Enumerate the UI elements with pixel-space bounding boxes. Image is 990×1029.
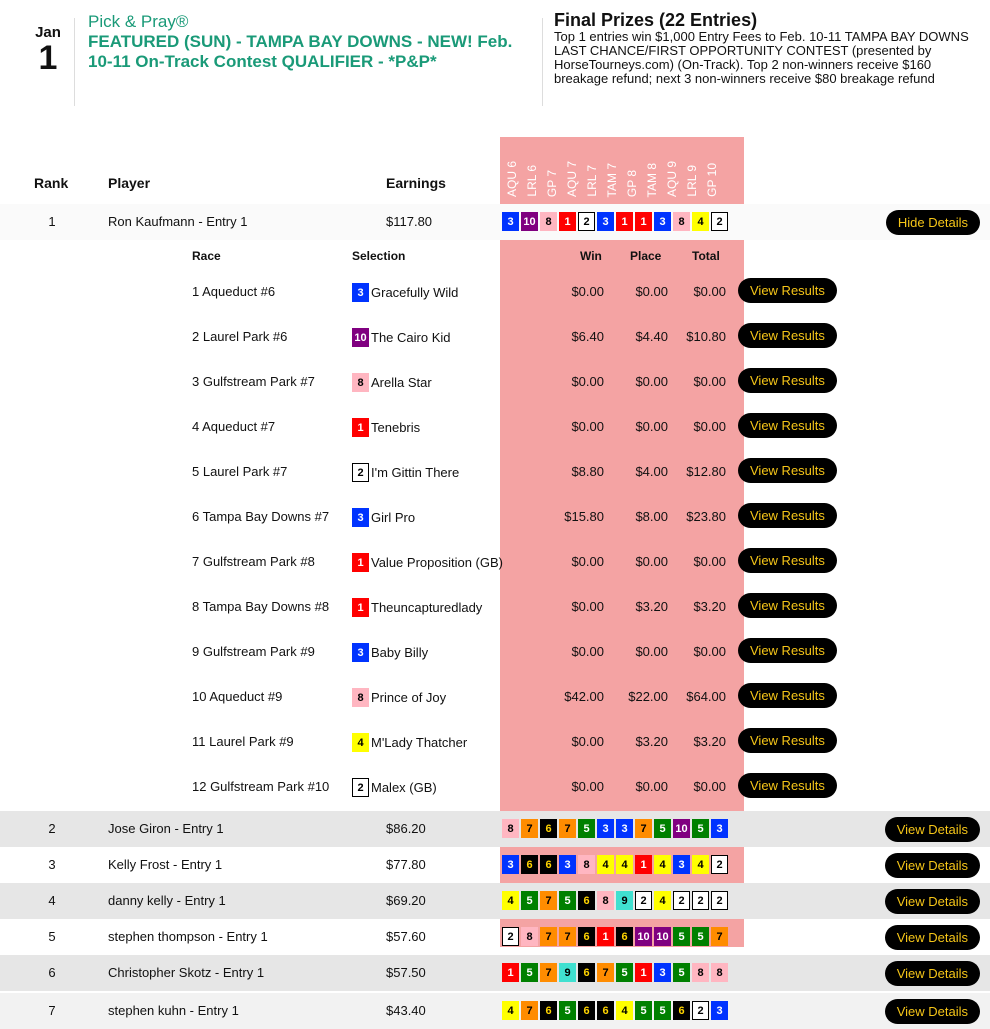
selection-number-badge: 1 bbox=[352, 598, 369, 617]
race-name: 12 Gulfstream Park #10 bbox=[192, 779, 330, 794]
pick-number-badge: 2 bbox=[711, 891, 728, 910]
pick-number-badge: 9 bbox=[616, 891, 633, 910]
race-detail-row bbox=[0, 631, 990, 676]
race-header: LRL 6 bbox=[525, 165, 539, 197]
place-amount: $8.00 bbox=[635, 509, 668, 524]
view-details-button[interactable]: View Details bbox=[885, 925, 980, 950]
place-amount: $4.00 bbox=[635, 464, 668, 479]
total-amount: $0.00 bbox=[693, 644, 726, 659]
race-detail-row bbox=[0, 721, 990, 766]
pick-number-badge: 6 bbox=[578, 891, 595, 910]
race-column-headers bbox=[500, 137, 744, 199]
selection-number-badge: 3 bbox=[352, 283, 369, 302]
pick-number-badge: 4 bbox=[654, 891, 671, 910]
pick-number-badge: 7 bbox=[540, 927, 557, 946]
horse-name: Baby Billy bbox=[371, 645, 429, 660]
pick-number-badge: 5 bbox=[673, 927, 690, 946]
place-amount: $0.00 bbox=[635, 554, 668, 569]
win-amount: $0.00 bbox=[571, 419, 604, 434]
pick-number-badge: 5 bbox=[673, 963, 690, 982]
win-amount: $0.00 bbox=[571, 374, 604, 389]
pick-number-badge: 6 bbox=[616, 927, 633, 946]
pick-number-badge: 3 bbox=[654, 212, 671, 231]
player-name: stephen thompson - Entry 1 bbox=[108, 929, 268, 944]
win-amount: $0.00 bbox=[571, 644, 604, 659]
earnings-value: $57.60 bbox=[386, 929, 426, 944]
picks-strip bbox=[502, 819, 728, 839]
race-name: 2 Laurel Park #6 bbox=[192, 329, 288, 344]
pick-number-badge: 4 bbox=[597, 855, 614, 874]
view-results-button[interactable]: View Results bbox=[738, 548, 837, 573]
prizes-title: Final Prizes (22 Entries) bbox=[554, 10, 758, 30]
race-header: GP 8 bbox=[625, 169, 639, 197]
rank-value: 5 bbox=[48, 929, 56, 944]
view-details-button[interactable]: View Details bbox=[885, 889, 980, 914]
pick-number-badge: 10 bbox=[521, 212, 538, 231]
race-name: 11 Laurel Park #9 bbox=[192, 734, 294, 749]
pick-number-badge: 3 bbox=[559, 855, 576, 874]
race-name: 6 Tampa Bay Downs #7 bbox=[192, 509, 330, 524]
win-amount: $42.00 bbox=[564, 689, 604, 704]
pick-number-badge: 1 bbox=[635, 212, 652, 231]
race-header: LRL 7 bbox=[585, 165, 599, 197]
selection bbox=[352, 553, 503, 572]
selection-number-badge: 4 bbox=[352, 733, 369, 752]
race-detail-row bbox=[0, 271, 990, 316]
selection bbox=[352, 373, 432, 392]
picks-strip bbox=[502, 963, 728, 983]
leaderboard-row bbox=[0, 883, 990, 919]
race-detail-row bbox=[0, 586, 990, 631]
picks-strip bbox=[502, 855, 728, 875]
view-results-button[interactable]: View Results bbox=[738, 458, 837, 483]
prize-info bbox=[554, 10, 974, 86]
divider bbox=[74, 18, 75, 106]
pick-number-badge: 1 bbox=[635, 963, 652, 982]
selection-number-badge: 2 bbox=[352, 778, 369, 797]
place-amount: $3.20 bbox=[635, 734, 668, 749]
pick-number-badge: 10 bbox=[673, 819, 690, 838]
selection bbox=[352, 733, 467, 752]
race-name: 1 Aqueduct #6 bbox=[192, 284, 276, 299]
selection-number-badge: 3 bbox=[352, 508, 369, 527]
pick-number-badge: 7 bbox=[540, 891, 557, 910]
total-amount: $23.80 bbox=[686, 509, 726, 524]
picks-strip bbox=[502, 927, 728, 947]
pick-number-badge: 6 bbox=[578, 1001, 595, 1020]
detail-place-header: Place bbox=[630, 249, 662, 263]
place-amount: $3.20 bbox=[635, 599, 668, 614]
earnings-value: $77.80 bbox=[386, 857, 426, 872]
place-amount: $0.00 bbox=[635, 644, 668, 659]
place-amount: $0.00 bbox=[635, 374, 668, 389]
pick-number-badge: 7 bbox=[635, 819, 652, 838]
earnings-value: $69.20 bbox=[386, 893, 426, 908]
pick-number-badge: 2 bbox=[578, 212, 595, 231]
pick-number-badge: 4 bbox=[502, 1001, 519, 1020]
horse-name: Theuncapturedlady bbox=[371, 600, 483, 615]
horse-name: M'Lady Thatcher bbox=[371, 735, 468, 750]
pick-number-badge: 8 bbox=[692, 963, 709, 982]
pick-number-badge: 6 bbox=[521, 855, 538, 874]
pick-number-badge: 3 bbox=[711, 819, 728, 838]
contest-date bbox=[30, 24, 66, 75]
pick-number-badge: 2 bbox=[673, 891, 690, 910]
earnings-value: $57.50 bbox=[386, 965, 426, 980]
total-amount: $0.00 bbox=[693, 554, 726, 569]
total-amount: $12.80 bbox=[686, 464, 726, 479]
race-name: 3 Gulfstream Park #7 bbox=[192, 374, 315, 389]
pick-number-badge: 5 bbox=[559, 1001, 576, 1020]
win-amount: $0.00 bbox=[571, 284, 604, 299]
view-results-button[interactable]: View Results bbox=[738, 368, 837, 393]
selection bbox=[352, 598, 482, 617]
win-amount: $6.40 bbox=[571, 329, 604, 344]
brand-name: Pick & Pray® bbox=[88, 12, 189, 31]
pick-number-badge: 7 bbox=[711, 927, 728, 946]
total-amount: $0.00 bbox=[693, 374, 726, 389]
detail-total-header: Total bbox=[692, 249, 720, 263]
player-name: danny kelly - Entry 1 bbox=[108, 893, 226, 908]
rank-header: Rank bbox=[34, 175, 69, 191]
picks-strip bbox=[502, 1001, 728, 1021]
player-name: Christopher Skotz - Entry 1 bbox=[108, 965, 265, 980]
pick-number-badge: 3 bbox=[502, 212, 519, 231]
place-amount: $0.00 bbox=[635, 419, 668, 434]
selection bbox=[352, 508, 415, 527]
selection-number-badge: 8 bbox=[352, 688, 369, 707]
total-amount: $0.00 bbox=[693, 419, 726, 434]
pick-number-badge: 8 bbox=[578, 855, 595, 874]
rank-value: 6 bbox=[48, 965, 56, 980]
pick-number-badge: 3 bbox=[711, 1001, 728, 1020]
detail-race-header: Race bbox=[192, 249, 221, 263]
horse-name: I'm Gittin There bbox=[371, 465, 460, 480]
race-detail-row bbox=[0, 676, 990, 721]
pick-number-badge: 5 bbox=[521, 891, 538, 910]
total-amount: $0.00 bbox=[693, 779, 726, 794]
pick-number-badge: 4 bbox=[502, 891, 519, 910]
pick-number-badge: 2 bbox=[711, 212, 728, 231]
pick-number-badge: 7 bbox=[559, 927, 576, 946]
horse-name: Girl Pro bbox=[371, 510, 416, 525]
leaderboard-row bbox=[0, 204, 990, 240]
pick-number-badge: 1 bbox=[635, 855, 652, 874]
horse-name: Tenebris bbox=[371, 420, 421, 435]
pick-number-badge: 8 bbox=[711, 963, 728, 982]
pick-number-badge: 7 bbox=[521, 819, 538, 838]
horse-name: The Cairo Kid bbox=[371, 330, 451, 345]
pick-number-badge: 6 bbox=[597, 1001, 614, 1020]
win-amount: $0.00 bbox=[571, 779, 604, 794]
selection bbox=[352, 418, 420, 437]
rank-value: 1 bbox=[48, 214, 56, 229]
race-detail-row bbox=[0, 766, 990, 811]
view-results-button[interactable]: View Results bbox=[738, 593, 837, 618]
pick-number-badge: 7 bbox=[540, 963, 557, 982]
pick-number-badge: 6 bbox=[578, 963, 595, 982]
leaderboard-row bbox=[0, 993, 990, 1029]
place-amount: $22.00 bbox=[628, 689, 668, 704]
race-detail-row bbox=[0, 316, 990, 361]
earnings-value: $43.40 bbox=[386, 1003, 426, 1018]
selection bbox=[352, 283, 458, 302]
pick-number-badge: 6 bbox=[673, 1001, 690, 1020]
horse-name: Gracefully Wild bbox=[371, 285, 459, 300]
race-detail-row bbox=[0, 451, 990, 496]
rank-value: 7 bbox=[48, 1003, 56, 1018]
pick-number-badge: 6 bbox=[540, 855, 557, 874]
view-results-button[interactable]: View Results bbox=[738, 638, 837, 663]
horse-name: Prince of Joy bbox=[371, 690, 447, 705]
pick-number-badge: 3 bbox=[616, 819, 633, 838]
selection-number-badge: 3 bbox=[352, 643, 369, 662]
pick-number-badge: 4 bbox=[616, 1001, 633, 1020]
picks-strip bbox=[502, 891, 728, 911]
player-name: Jose Giron - Entry 1 bbox=[108, 821, 224, 836]
selection bbox=[352, 688, 446, 707]
pick-number-badge: 1 bbox=[559, 212, 576, 231]
pick-number-badge: 6 bbox=[540, 1001, 557, 1020]
view-details-button[interactable]: View Details bbox=[885, 961, 980, 986]
earnings-value: $86.20 bbox=[386, 821, 426, 836]
pick-number-badge: 7 bbox=[559, 819, 576, 838]
view-details-button[interactable]: View Details bbox=[885, 817, 980, 842]
pick-number-badge: 5 bbox=[692, 927, 709, 946]
contest-title-block bbox=[88, 12, 528, 72]
pick-number-badge: 8 bbox=[502, 819, 519, 838]
pick-number-badge: 3 bbox=[502, 855, 519, 874]
pick-number-badge: 4 bbox=[616, 855, 633, 874]
prizes-description: Top 1 entries win $1,000 Entry Fees to Feb. 10-11 TAMPA BAY DOWNS LAST CHANCE/FIRST OPPORTUNITY CONTEST (presented by HorseTourneys.com) (On-Track). Top 2 non-winners receive $160 breakage refund; next 3 non-winners receive $80 breakage refund bbox=[554, 29, 969, 86]
view-results-button[interactable]: View Results bbox=[738, 503, 837, 528]
selection-number-badge: 1 bbox=[352, 553, 369, 572]
win-amount: $0.00 bbox=[571, 599, 604, 614]
pick-number-badge: 3 bbox=[654, 963, 671, 982]
earnings-value: $117.80 bbox=[386, 214, 433, 229]
total-amount: $3.20 bbox=[693, 734, 726, 749]
win-amount: $8.80 bbox=[571, 464, 604, 479]
pick-number-badge: 4 bbox=[692, 212, 709, 231]
rank-value: 4 bbox=[48, 893, 56, 908]
horse-name: Malex (GB) bbox=[371, 780, 437, 795]
pick-number-badge: 8 bbox=[673, 212, 690, 231]
place-amount: $4.40 bbox=[635, 329, 668, 344]
rank-value: 2 bbox=[48, 821, 56, 836]
pick-number-badge: 4 bbox=[692, 855, 709, 874]
pick-number-badge: 5 bbox=[654, 819, 671, 838]
view-details-button[interactable]: View Details bbox=[885, 999, 980, 1024]
pick-number-badge: 10 bbox=[654, 927, 671, 946]
race-header: LRL 9 bbox=[685, 165, 699, 197]
leaderboard-row bbox=[0, 811, 990, 847]
race-name: 8 Tampa Bay Downs #8 bbox=[192, 599, 330, 614]
horse-name: Arella Star bbox=[371, 375, 432, 390]
pick-number-badge: 8 bbox=[521, 927, 538, 946]
pick-number-badge: 5 bbox=[654, 1001, 671, 1020]
earnings-header: Earnings bbox=[386, 175, 446, 191]
win-amount: $15.80 bbox=[564, 509, 604, 524]
race-detail-row bbox=[0, 406, 990, 451]
race-name: 10 Aqueduct #9 bbox=[192, 689, 283, 704]
total-amount: $3.20 bbox=[693, 599, 726, 614]
selection bbox=[352, 463, 459, 482]
view-results-button[interactable]: View Results bbox=[738, 728, 837, 753]
view-results-button[interactable]: View Results bbox=[738, 278, 837, 303]
selection-number-badge: 10 bbox=[352, 328, 369, 347]
hide-details-button[interactable]: Hide Details bbox=[886, 210, 980, 235]
date-day: 1 bbox=[38, 39, 58, 77]
pick-number-badge: 1 bbox=[616, 212, 633, 231]
detail-selection-header: Selection bbox=[352, 249, 406, 263]
pick-number-badge: 5 bbox=[635, 1001, 652, 1020]
pick-number-badge: 7 bbox=[521, 1001, 538, 1020]
pick-number-badge: 4 bbox=[654, 855, 671, 874]
picks-strip bbox=[502, 212, 728, 232]
detail-win-header: Win bbox=[580, 249, 602, 263]
race-name: 9 Gulfstream Park #9 bbox=[192, 644, 315, 659]
pick-number-badge: 1 bbox=[597, 927, 614, 946]
selection-number-badge: 1 bbox=[352, 418, 369, 437]
race-detail-row bbox=[0, 496, 990, 541]
pick-number-badge: 1 bbox=[502, 963, 519, 982]
pick-number-badge: 5 bbox=[559, 891, 576, 910]
pick-number-badge: 6 bbox=[540, 819, 557, 838]
player-name: Ron Kaufmann - Entry 1 bbox=[108, 214, 248, 229]
view-results-button[interactable]: View Results bbox=[738, 773, 837, 798]
pick-number-badge: 8 bbox=[540, 212, 557, 231]
race-name: 5 Laurel Park #7 bbox=[192, 464, 288, 479]
leaderboard-row bbox=[0, 919, 990, 955]
selection-number-badge: 2 bbox=[352, 463, 369, 482]
race-name: 7 Gulfstream Park #8 bbox=[192, 554, 315, 569]
win-amount: $0.00 bbox=[571, 734, 604, 749]
divider bbox=[542, 18, 543, 106]
player-header: Player bbox=[108, 175, 151, 191]
race-header: TAM 7 bbox=[605, 162, 619, 197]
pick-number-badge: 2 bbox=[502, 927, 519, 946]
total-amount: $0.00 bbox=[693, 284, 726, 299]
pick-number-badge: 7 bbox=[597, 963, 614, 982]
view-results-button[interactable]: View Results bbox=[738, 323, 837, 348]
total-amount: $10.80 bbox=[686, 329, 726, 344]
race-detail-row bbox=[0, 541, 990, 586]
pick-number-badge: 10 bbox=[635, 927, 652, 946]
pick-number-badge: 2 bbox=[711, 855, 728, 874]
leaderboard-row bbox=[0, 847, 990, 883]
race-header: AQU 7 bbox=[565, 160, 579, 197]
pick-number-badge: 8 bbox=[597, 891, 614, 910]
view-results-button[interactable]: View Results bbox=[738, 683, 837, 708]
pick-number-badge: 6 bbox=[578, 927, 595, 946]
contest-title: FEATURED (SUN) - TAMPA BAY DOWNS - NEW! Feb. 10-11 On-Track Contest QUALIFIER - *P&P* bbox=[88, 32, 513, 71]
leaderboard-row bbox=[0, 955, 990, 991]
pick-number-badge: 3 bbox=[597, 212, 614, 231]
place-amount: $0.00 bbox=[635, 284, 668, 299]
selection-number-badge: 8 bbox=[352, 373, 369, 392]
date-month: Jan bbox=[35, 24, 61, 41]
pick-number-badge: 5 bbox=[578, 819, 595, 838]
pick-number-badge: 5 bbox=[521, 963, 538, 982]
pick-number-badge: 2 bbox=[635, 891, 652, 910]
race-header: GP 10 bbox=[705, 163, 719, 197]
race-header: GP 7 bbox=[545, 169, 559, 197]
win-amount: $0.00 bbox=[571, 554, 604, 569]
horse-name: Value Proposition (GB) bbox=[371, 555, 503, 570]
race-header: TAM 8 bbox=[645, 162, 659, 197]
pick-number-badge: 3 bbox=[673, 855, 690, 874]
pick-number-badge: 5 bbox=[616, 963, 633, 982]
race-detail-row bbox=[0, 361, 990, 406]
race-header: AQU 6 bbox=[505, 160, 519, 197]
player-name: stephen kuhn - Entry 1 bbox=[108, 1003, 239, 1018]
total-amount: $64.00 bbox=[686, 689, 726, 704]
pick-number-badge: 5 bbox=[692, 819, 709, 838]
player-name: Kelly Frost - Entry 1 bbox=[108, 857, 223, 872]
rank-value: 3 bbox=[48, 857, 56, 872]
selection bbox=[352, 778, 437, 797]
race-header: AQU 9 bbox=[665, 160, 679, 197]
pick-number-badge: 3 bbox=[597, 819, 614, 838]
view-details-button[interactable]: View Details bbox=[885, 853, 980, 878]
place-amount: $0.00 bbox=[635, 779, 668, 794]
pick-number-badge: 2 bbox=[692, 891, 709, 910]
selection bbox=[352, 328, 450, 347]
pick-number-badge: 2 bbox=[692, 1001, 709, 1020]
pick-number-badge: 9 bbox=[559, 963, 576, 982]
view-results-button[interactable]: View Results bbox=[738, 413, 837, 438]
selection bbox=[352, 643, 428, 662]
race-name: 4 Aqueduct #7 bbox=[192, 419, 276, 434]
